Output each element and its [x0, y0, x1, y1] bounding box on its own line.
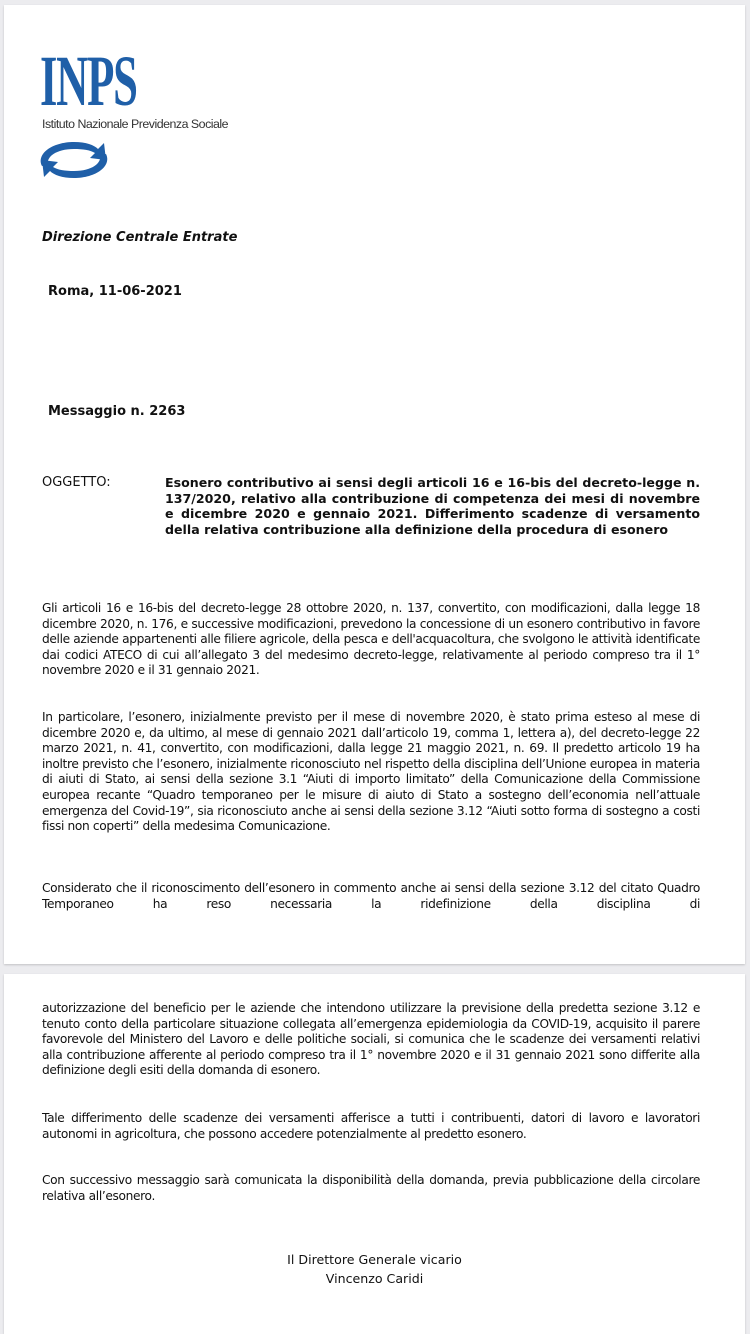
circular-arrows-icon	[34, 136, 114, 184]
body-paragraph: Con successivo messaggio sarà comunicata la disponibilità della domanda, previa pubblicazione della circolare relativa all’esonero.	[42, 1173, 700, 1203]
document-page-2	[4, 974, 745, 1334]
document-page-1	[4, 5, 745, 964]
inps-logo	[40, 41, 250, 190]
body-paragraph: Considerato che il riconoscimento dell’esonero in commento anche ai sensi della sezione 3.12 del citato Quadro Temporaneo ha reso necessaria la ridefinizione della disciplina di	[42, 881, 700, 911]
body-paragraph: autorizzazione del beneficio per le aziende che intendono utilizzare la previsione della predetta sezione 3.12 e tenuto conto della particolare situazione collegata all’emergenza epidemiologia da COVID-19, acquisito il parere favorevole del Ministero del Lavoro e delle politiche sociali, si comunica che le scadenze dei versamenti relativi alla contribuzione afferente al periodo compreso tra il 1° novembre 2020 e il 31 gennaio 2021 sono differite alla definizione degli esiti della domanda di esonero.	[42, 1001, 700, 1078]
logo-wordmark: INPS	[40, 41, 137, 121]
signatory-name: Vincenzo Caridi	[325, 1271, 424, 1286]
signatory-title: Il Direttore Generale vicario	[287, 1252, 462, 1267]
logo-subtitle: Istituto Nazionale Previdenza Sociale	[42, 117, 229, 131]
subject-text: Esonero contributivo ai sensi degli articoli 16 e 16-bis del decreto-legge n. 137/2020, relativo alla contribuzione di competenza dei mesi di novembre e dicembre 2020 e gennaio 2021. Differimento scadenze di versamento della relativa contribuzione alla definizione della procedura di esonero	[165, 475, 700, 537]
message-number: Messaggio n. 2263	[48, 404, 186, 419]
directorate-name: Direzione Centrale Entrate	[42, 230, 238, 245]
signature-block	[4, 1250, 745, 1288]
body-paragraph: In particolare, l’esonero, inizialmente previsto per il mese di novembre 2020, è stato prima esteso al mese di dicembre 2020 e, da ultimo, al mese di gennaio 2021 dall’articolo 19, comma 1, lettera a), del decreto-legge 22 marzo 2021, n. 41, convertito, con modificazioni, dalla legge 21 maggio 2021, n. 69. Il predetto articolo 19 ha inoltre previsto che l’esonero, inizialmente riconosciuto nel rispetto della disciplina dell’Unione europea in materia di aiuti di Stato, ai sensi della sezione 3.1 “Aiuti di importo limitato” della Comunicazione della Commissione europea recante “Quadro temporaneo per le misure di aiuto di Stato a sostegno dell’economia nell’attuale emergenza del Covid-19”, sia riconosciuto anche ai sensi della sezione 3.12 “Aiuti sotto forma di sostegno a costi fissi non coperti” della medesima Comunicazione.	[42, 710, 700, 834]
body-paragraph: Gli articoli 16 e 16-bis del decreto-legge 28 ottobre 2020, n. 137, convertito, con modificazioni, dalla legge 18 dicembre 2020, n. 176, e successive modificazioni, prevedono la concessione di un esonero contributivo in favore delle aziende appartenenti alle filiere agricole, della pesca e dell'acquacoltura, che svolgono le attività identificate dai codici ATECO di cui all’allegato 3 del medesimo decreto-legge, relativamente al periodo compreso tra il 1° novembre 2020 e il 31 gennaio 2021.	[42, 601, 700, 678]
place-date: Roma, 11-06-2021	[48, 284, 182, 299]
body-paragraph: Tale differimento delle scadenze dei versamenti afferisce a tutti i contribuenti, datori di lavoro e lavoratori autonomi in agricoltura, che possono accedere potenzialmente al predetto esonero.	[42, 1111, 700, 1141]
subject-label: OGGETTO:	[42, 475, 111, 490]
